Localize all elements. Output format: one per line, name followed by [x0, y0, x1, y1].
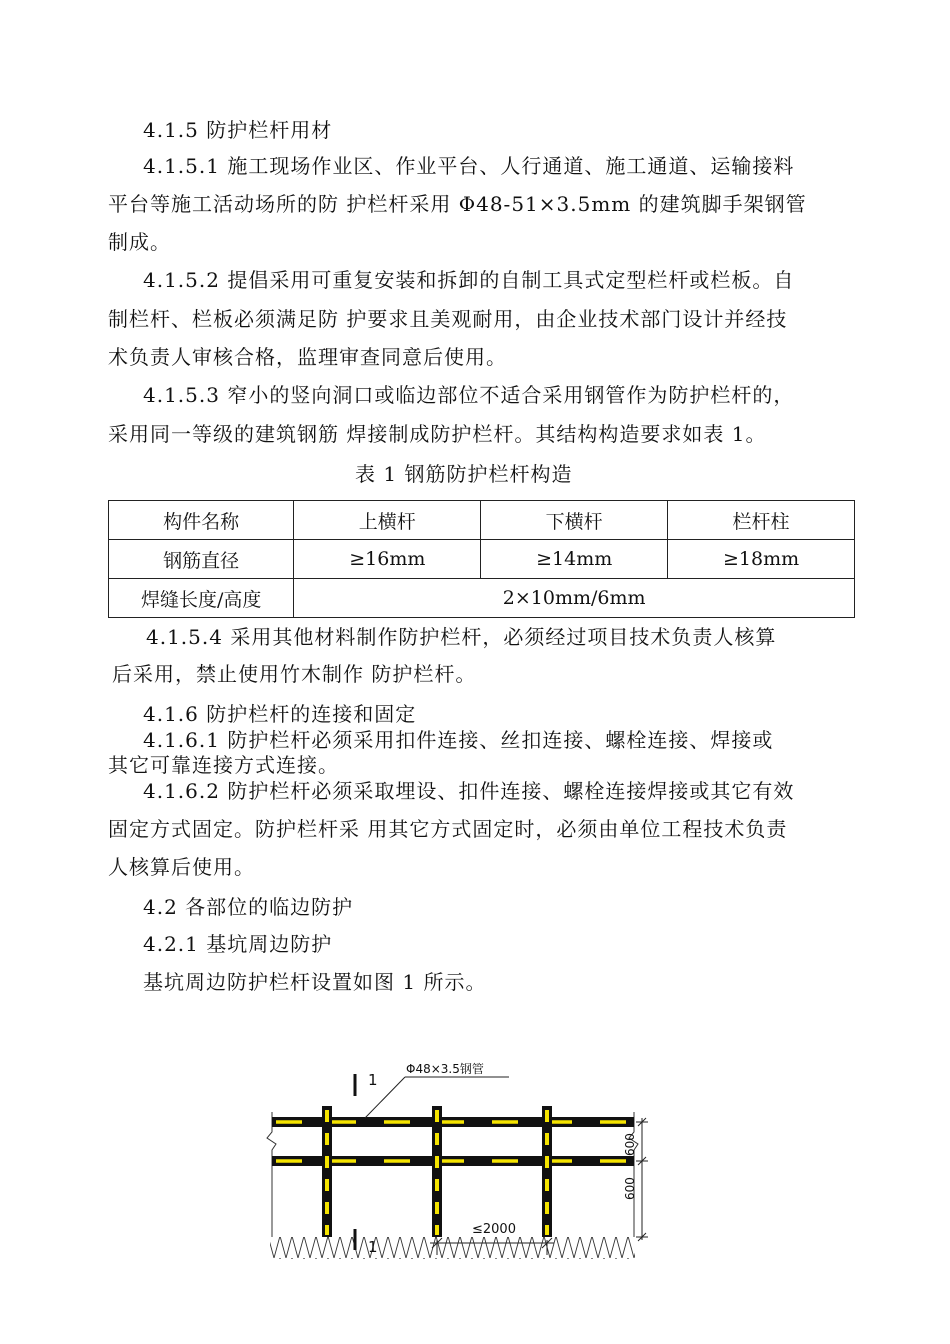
guardrail-figure [262, 1060, 682, 1285]
para-4-1-5-1-line2: 平台等施工活动场所的防 护栏杆采用 Φ48-51×3.5mm 的建筑脚手架钢管 [108, 192, 807, 216]
break-line-left [267, 1112, 276, 1237]
table-cell: ≥14mm [481, 540, 668, 579]
heading-4-2: 4.2 各部位的临边防护 [143, 895, 354, 919]
para-4-1-5-2-line1: 4.1.5.2 提倡采用可重复安装和拆卸的自制工具式定型栏杆或栏板。自 [143, 268, 795, 292]
para-4-1-5-2-line3: 术负责人审核合格，监理审查同意后使用。 [108, 345, 507, 369]
heading-4-1-5: 4.1.5 防护栏杆用材 [143, 118, 333, 142]
guardrail-post [432, 1106, 442, 1237]
para-4-1-5-3-line2: 采用同一等级的建筑钢筋 焊接制成防护栏杆。其结构构造要求如表 1。 [108, 422, 767, 446]
para-4-2-1: 基坑周边防护栏杆设置如图 1 所示。 [143, 970, 487, 994]
para-4-1-5-4-line1: 4.1.5.4 采用其他材料制作防护栏杆，必须经过项目技术负责人核算 [146, 625, 777, 649]
para-4-1-5-1-line3: 制成。 [108, 230, 171, 254]
break-line-right [629, 1112, 638, 1237]
table-header-cell: 构件名称 [109, 501, 294, 540]
table-cell: 焊缝长度/高度 [109, 579, 294, 618]
table-cell: 2×10mm/6mm [294, 579, 855, 618]
para-4-1-6-2-line1: 4.1.6.2 防护栏杆必须采取埋设、扣件连接、螺栓连接焊接或其它有效 [143, 779, 795, 803]
para-4-1-5-4-line2: 后采用，禁止使用竹木制作 防护栏杆。 [112, 662, 477, 686]
guardrail-post [322, 1106, 332, 1237]
para-4-1-6-2-line2: 固定方式固定。防护栏杆采 用其它方式固定时，必须由单位工程技术负责 [108, 817, 788, 841]
para-4-1-6-2-line3: 人核算后使用。 [108, 855, 255, 879]
table-cell: ≥18mm [668, 540, 855, 579]
section-label-bottom: 1 [368, 1238, 378, 1256]
heading-4-1-6: 4.1.6 防护栏杆的连接和固定 [143, 702, 417, 726]
para-4-1-5-2-line2: 制栏杆、栏板必须满足防 护要求且美观耐用，由企业技术部门设计并经技 [108, 307, 788, 331]
para-4-1-6-1-line1: 4.1.6.1 防护栏杆必须采用扣件连接、丝扣连接、螺栓连接、焊接或 [143, 728, 774, 752]
table-row [109, 579, 855, 618]
para-4-1-6-1-line2: 其它可靠连接方式连接。 [108, 753, 339, 777]
table-header-cell: 下横杆 [481, 501, 668, 540]
para-4-1-5-3-line1: 4.1.5.3 窄小的竖向洞口或临边部位不适合采用钢管作为防护栏杆的， [143, 383, 795, 407]
table-cell: ≥16mm [294, 540, 481, 579]
table-header-cell: 栏杆柱 [668, 501, 855, 540]
heading-4-2-1: 4.2.1 基坑周边防护 [143, 932, 333, 956]
spacing-label: ≤2000 [472, 1222, 516, 1237]
rebar-guardrail-table [108, 500, 855, 618]
guardrail-post [542, 1106, 552, 1237]
height-label-upper: 600 [623, 1133, 637, 1156]
table-header-cell: 上横杆 [294, 501, 481, 540]
table-caption: 表 1 钢筋防护栏杆构造 [355, 462, 573, 486]
table-cell: 钢筋直径 [109, 540, 294, 579]
ground-hatch [270, 1237, 635, 1259]
para-4-1-5-1-line1: 4.1.5.1 施工现场作业区、作业平台、人行通道、施工通道、运输接料 [143, 154, 795, 178]
table-header-row [109, 501, 855, 540]
height-label-lower: 600 [623, 1177, 637, 1200]
table-row [109, 540, 855, 579]
section-label-top: 1 [368, 1071, 378, 1089]
pipe-label: Φ48×3.5钢管 [406, 1062, 484, 1076]
